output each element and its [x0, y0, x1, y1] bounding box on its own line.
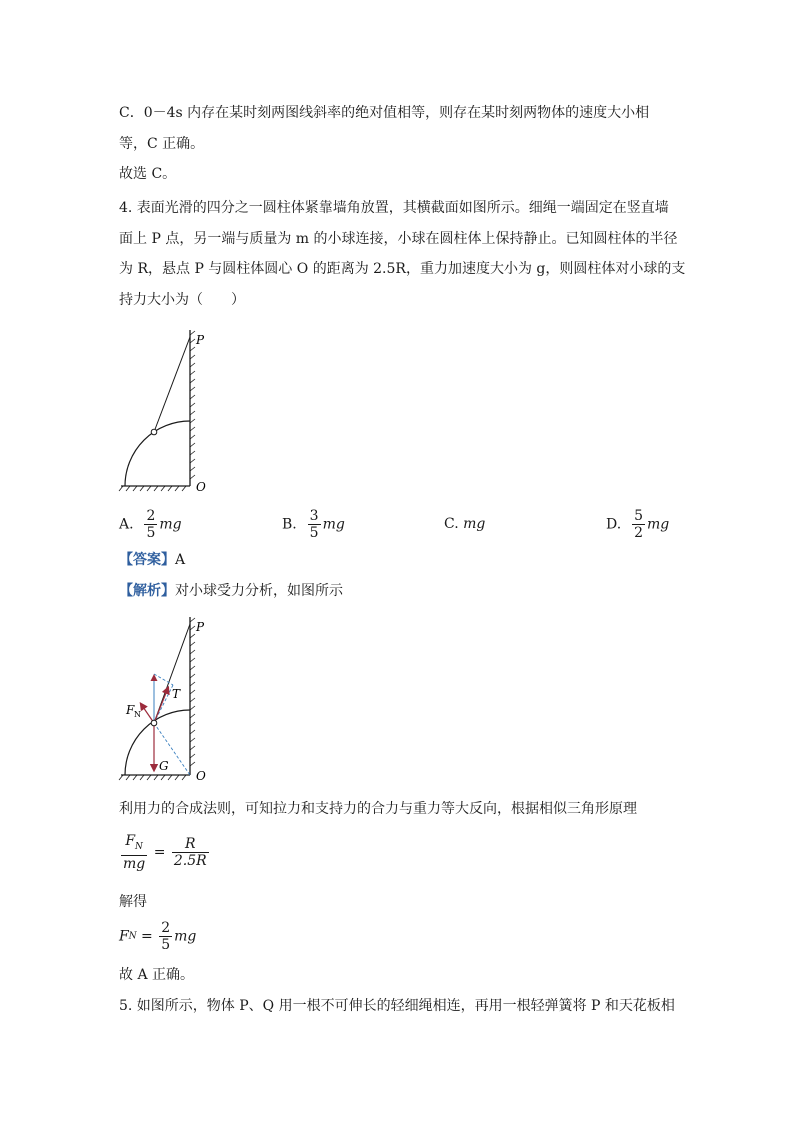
answer-line [119, 550, 185, 570]
explanation-line: 利用力的合成法则，可知拉力和支持力的合力与重力等大反向，根据相似三角形原理 [119, 801, 637, 817]
figure1-label-p: P [196, 333, 205, 347]
answer-tag: 【答案】 [119, 552, 175, 568]
equation-result: FN = $\frac{2}{5}$ mg [119, 920, 197, 953]
analysis-line [119, 581, 343, 601]
analysis-tag: 【解析】 [119, 583, 175, 599]
option-b: B. $\frac{3}{5}$ mg [282, 508, 345, 541]
figure2-label-o: O [196, 769, 206, 783]
question4-line2: 面上 P 点，另一端与质量为 m 的小球连接，小球在圆柱体上保持静止。已知圆柱体的半径 [119, 231, 678, 247]
figure-quarter-cylinder [115, 325, 225, 495]
figure2-label-p: P [196, 620, 205, 634]
question4-line1: 4. 表面光滑的四分之一圆柱体紧靠墙角放置，其横截面如图所示。细绳一端固定在竖直墙 [119, 200, 669, 216]
solution-c-choose: 故选 C。 [119, 166, 177, 182]
conclusion-line: 故 A 正确。 [119, 967, 195, 983]
figure2-label-fn-sub: N [134, 710, 141, 719]
figure2-label-g: G [159, 759, 169, 773]
question4-line3: 为 R，悬点 P 与圆柱体圆心 O 的距离为 2.5R，重力加速度大小为 g，则圆柱体对小球的支 [119, 261, 686, 277]
answer-value: A [175, 552, 186, 568]
question4-line4: 持力大小为（ ） [119, 292, 245, 308]
figure2-label-t: T [172, 687, 181, 701]
figure-force-analysis [115, 612, 225, 784]
analysis-text: 对小球受力分析，如图所示 [175, 583, 343, 599]
option-c: C. mg [444, 516, 486, 532]
option-a: A. $\frac{2}{5}$ mg [119, 508, 182, 541]
figure2-label-fn: F [126, 703, 135, 717]
equation-similar-triangles: $\frac{F_N}{mg}$ = $\frac{R}{2.5R}$ [123, 833, 207, 872]
solve-word: 解得 [119, 894, 147, 910]
figure1-label-o: O [196, 480, 206, 494]
solution-c-line2: 等，C 正确。 [119, 136, 205, 152]
option-d: D. $\frac{5}{2}$ mg [606, 508, 670, 541]
question5-line1: 5. 如图所示，物体 P、Q 用一根不可伸长的轻细绳相连，再用一根轻弹簧将 P 和天花板相 [119, 998, 675, 1014]
solution-c-line1: C．0－4s 内存在某时刻两图线斜率的绝对值相等，则存在某时刻两物体的速度大小相 [119, 105, 650, 121]
